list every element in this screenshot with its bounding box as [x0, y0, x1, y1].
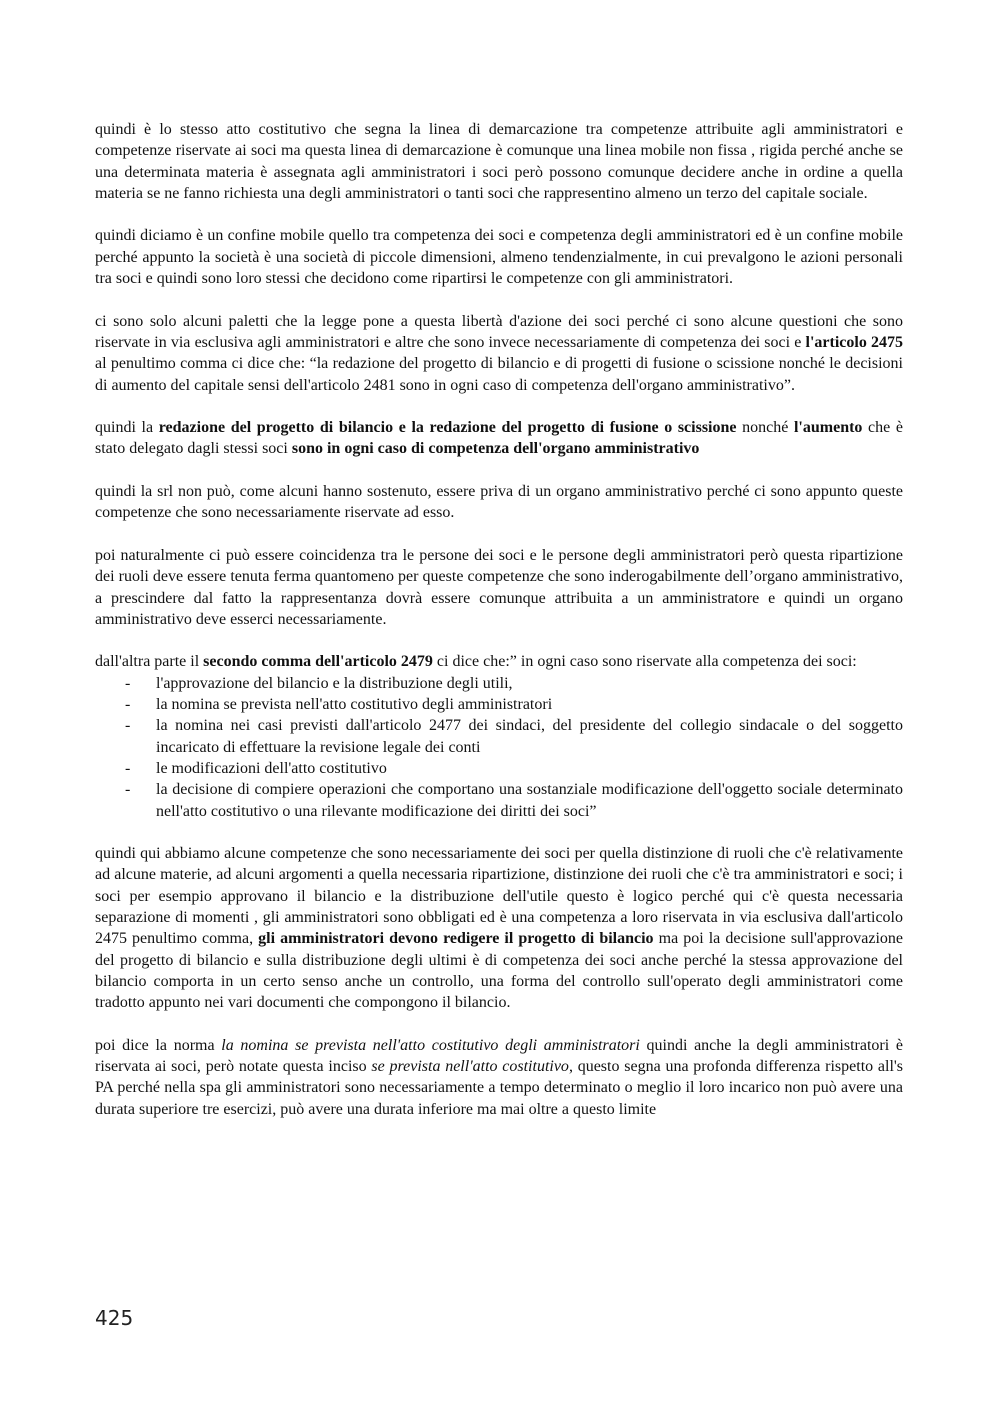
- text-run: poi dice la norma: [95, 1036, 222, 1054]
- list-item-text: l'approvazione del bilancio e la distribuzione degli utili,: [156, 674, 513, 692]
- text-run: quindi qui abbiamo alcune competenze che sono necessariamente dei soci per quella distinzione di ruoli che c'è relativamente ad alcune materie, ad alcuni argomenti a quella necessaria ripartizione, distinzione dei ruoli che c'è tra amministratori e soci; i soci per esempio approvano il bilancio e la distribuzione dell'utile questo è logico perché qui c'è questa necessaria separazione di momenti , gli amministratori sono obbligati ed è una competenza a loro riservata in via esclusiva dall'articolo 2475 penultimo comma,: [95, 845, 903, 948]
- paragraph-1: [95, 119, 903, 204]
- bold-text-run: sono in ogni caso di competenza dell'organo amministrativo: [291, 440, 700, 458]
- text-run: quindi la srl non può, come alcuni hanno sostenuto, essere priva di un organo amministrativo perché ci sono appunto queste competenze che sono necessariamente riservate ad esso.: [95, 483, 903, 522]
- list-item-text: la nomina se prevista nell'atto costitutivo degli amministratori: [156, 696, 553, 714]
- list-item-text: la decisione di compiere operazioni che comportano una sostanziale modificazione dell'oggetto sociale determinato nell'atto costitutivo o una rilevante modificazione dei diritti dei soci”: [156, 781, 903, 820]
- list-item: [95, 779, 903, 822]
- text-run: dall'altra parte il: [95, 653, 204, 671]
- paragraph-4: [95, 417, 903, 460]
- list-item: [95, 758, 903, 779]
- dash-bullet: -: [125, 781, 131, 799]
- competenze-soci-list: [95, 673, 903, 822]
- bold-text-run: gli amministratori devono redigere il progetto di bilancio: [258, 930, 654, 948]
- text-run: quindi è lo stesso atto costitutivo che segna la linea di demarcazione tra competenze attribuite agli amministratori e competenze riservate ai soci ma questa linea di demarcazione è comunque una linea mobile non fissa , rigida perché anche se una determinata materia è assegnata agli amministratori i soci però possono comunque decidere anche in ordine a quella materia se ne fanno richiesta una degli amministratori o tanti soci che rappresentino almeno un terzo del capitale sociale.: [95, 121, 903, 202]
- text-run: ci sono solo alcuni paletti che la legge pone a questa libertà d'azione dei soci perché ci sono alcune questioni che sono riservate in via esclusiva agli amministratori e altre che sono invece necessariamente di competenza dei soci e: [95, 312, 903, 351]
- dash-bullet: -: [125, 674, 131, 692]
- bold-text-run: l'aumento: [793, 419, 863, 437]
- paragraph-7: [95, 651, 903, 672]
- dash-bullet: -: [125, 696, 131, 714]
- dash-bullet: -: [125, 717, 131, 735]
- document-body: [95, 119, 903, 1141]
- list-item-text: le modificazioni dell'atto costitutivo: [156, 759, 387, 777]
- list-item-text: la nomina nei casi previsti dall'articolo 2477 dei sindaci, del presidente del collegio sindacale o del soggetto incaricato di effettuare la revisione legale dei conti: [156, 717, 903, 756]
- text-run: ci dice che:” in ogni caso sono riservate alla competenza dei soci:: [432, 653, 857, 671]
- text-run: al penultimo comma ci dice che: “la redazione del progetto di bilancio e di progetti di fusione o scissione nonché le decisioni di aumento del capitale sensi dell'articolo 2481 sono in ogni caso di competenza dell'organo amministrativo”.: [95, 355, 903, 394]
- text-run: nonché: [736, 419, 794, 437]
- paragraph-8: [95, 843, 903, 1013]
- list-item: [95, 673, 903, 694]
- italic-text-run: se prevista nell'atto costitutivo: [371, 1058, 569, 1076]
- paragraph-3: [95, 311, 903, 396]
- page-number: 425: [95, 1306, 134, 1330]
- dash-bullet: -: [125, 759, 131, 777]
- bold-text-run: secondo comma dell'articolo 2479: [203, 653, 433, 671]
- text-run: quindi anche la degli amministratori è riservata ai soci, però notate questa inciso: [95, 1036, 903, 1076]
- bold-text-run: redazione del progetto di bilancio e la redazione del progetto di fusione o scissione: [158, 419, 737, 437]
- text-run: poi naturalmente ci può essere coincidenza tra le persone dei soci e le persone degli amministratori però questa ripartizione dei ruoli deve essere tenuta ferma quantomeno per queste competenze che sono inderogabilmente dell’organo amministrativo, a prescindere dal fatto la rappresentanza dovrà essere comunque attribuita a un amministratore e quindi un organo amministrativo deve esserci necessariamente.: [95, 546, 903, 628]
- text-run: ma poi la decisione sull'approvazione del progetto di bilancio e sulla distribuzione degli ultimi è di competenza dei soci anche perché la stessa approvazione del bilancio comporta in un certo senso anche un controllo, una forma del controllo sull'operato degli amministratori come tradotto appunto nei vari documenti che compongono il bilancio.: [95, 930, 904, 1012]
- paragraph-6: [95, 545, 903, 630]
- bold-text-run: l'articolo 2475: [805, 333, 903, 351]
- list-item: [95, 694, 903, 715]
- text-run: che è stato delegato dagli stessi soci: [95, 419, 903, 458]
- text-run: , questo segna una profonda differenza rispetto all's PA perché nella spa gli amministratori sono necessariamente a tempo determinato o meglio il loro incarico non può avere una durata superiore tre esercizi, può avere una durata inferiore ma mai oltre a questo limite: [95, 1058, 904, 1118]
- italic-text-run: la nomina se prevista nell'atto costitutivo degli amministratori: [221, 1036, 640, 1054]
- text-run: quindi diciamo è un confine mobile quello tra competenza dei soci e competenza degli amministratori ed è un confine mobile perché appunto la società è una società di piccole dimensioni, almeno tendenzialmente, in cui prevalgono le azioni personali tra soci e quindi sono loro stessi che decidono come ripartirsi le competenze con gli amministratori.: [95, 227, 903, 288]
- list-item: [95, 715, 903, 758]
- text-run: quindi la: [95, 419, 159, 437]
- paragraph-2: [95, 225, 903, 289]
- paragraph-9: [95, 1035, 903, 1120]
- paragraph-5: [95, 481, 903, 524]
